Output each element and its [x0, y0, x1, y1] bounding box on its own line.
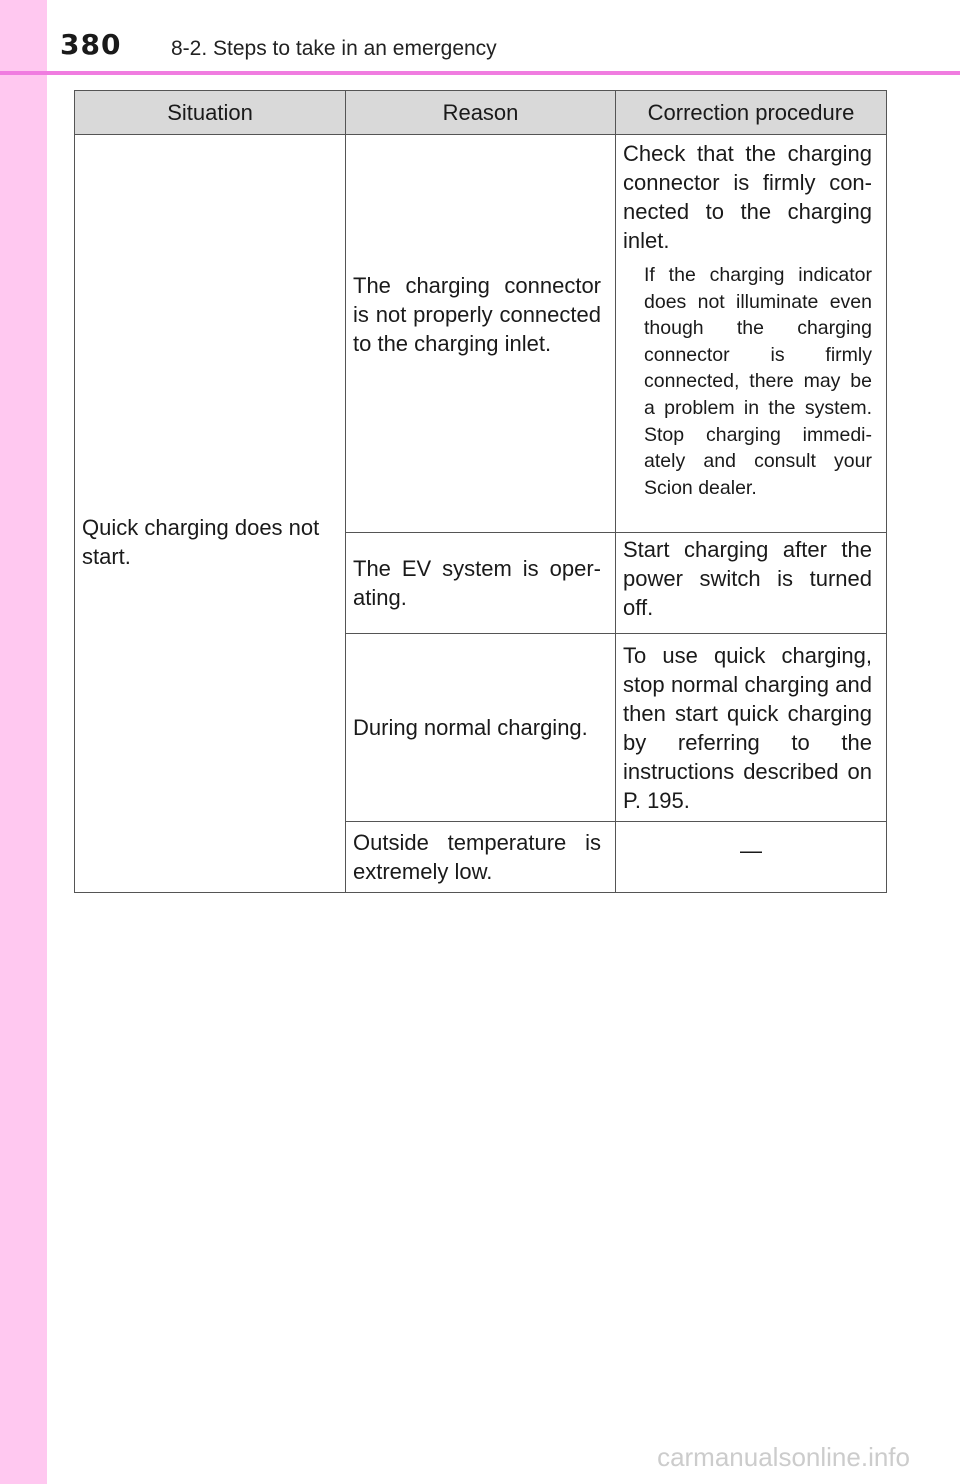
correction-cell [616, 634, 887, 822]
correction-cell [616, 533, 887, 634]
reason-cell [346, 822, 616, 893]
reason-text: Outside temperature is extremely low. [353, 830, 601, 884]
column-header-reason: Reason [346, 91, 616, 135]
watermark: carmanualsonline.info [657, 1442, 910, 1472]
column-header-correction: Correction procedure [616, 91, 887, 135]
reason-cell [346, 634, 616, 822]
reason-text: The EV system is operating. [353, 556, 601, 610]
section-title: 8-2. Steps to take in an emergency [171, 37, 497, 60]
reason-text: The charging connector is not properly connected to the charging inlet. [353, 273, 601, 356]
header-rule [0, 71, 960, 75]
table-header-row [75, 91, 887, 135]
column-header-situation: Situation [75, 91, 346, 135]
reason-cell [346, 135, 616, 533]
correction-text: Check that the charging connector is firmly connected to the charging inlet. [623, 141, 872, 253]
correction-cell [616, 822, 887, 893]
page-number: 380 [60, 28, 122, 61]
reason-cell [346, 533, 616, 634]
reason-text: During normal charging. [353, 715, 588, 740]
page-side-tab [0, 0, 47, 1484]
correction-note: If the charging indicator does not illuminate even though the charging connector is firmly connected, there may be a problem in the system. Stop charging immediately and consult your Scion dealer. [644, 264, 872, 499]
correction-text: Start charging after the power switch is turned off. [623, 537, 872, 620]
troubleshooting-table [74, 90, 887, 893]
correction-text: To use quick charging, stop normal charging and then start quick charging by referring to the instructions described on P. 195. [623, 642, 872, 813]
situation-text: Quick charging does not start. [82, 514, 320, 569]
table-row [75, 135, 887, 533]
correction-cell [616, 135, 887, 533]
situation-cell [75, 135, 346, 893]
correction-dash: — [740, 838, 762, 863]
